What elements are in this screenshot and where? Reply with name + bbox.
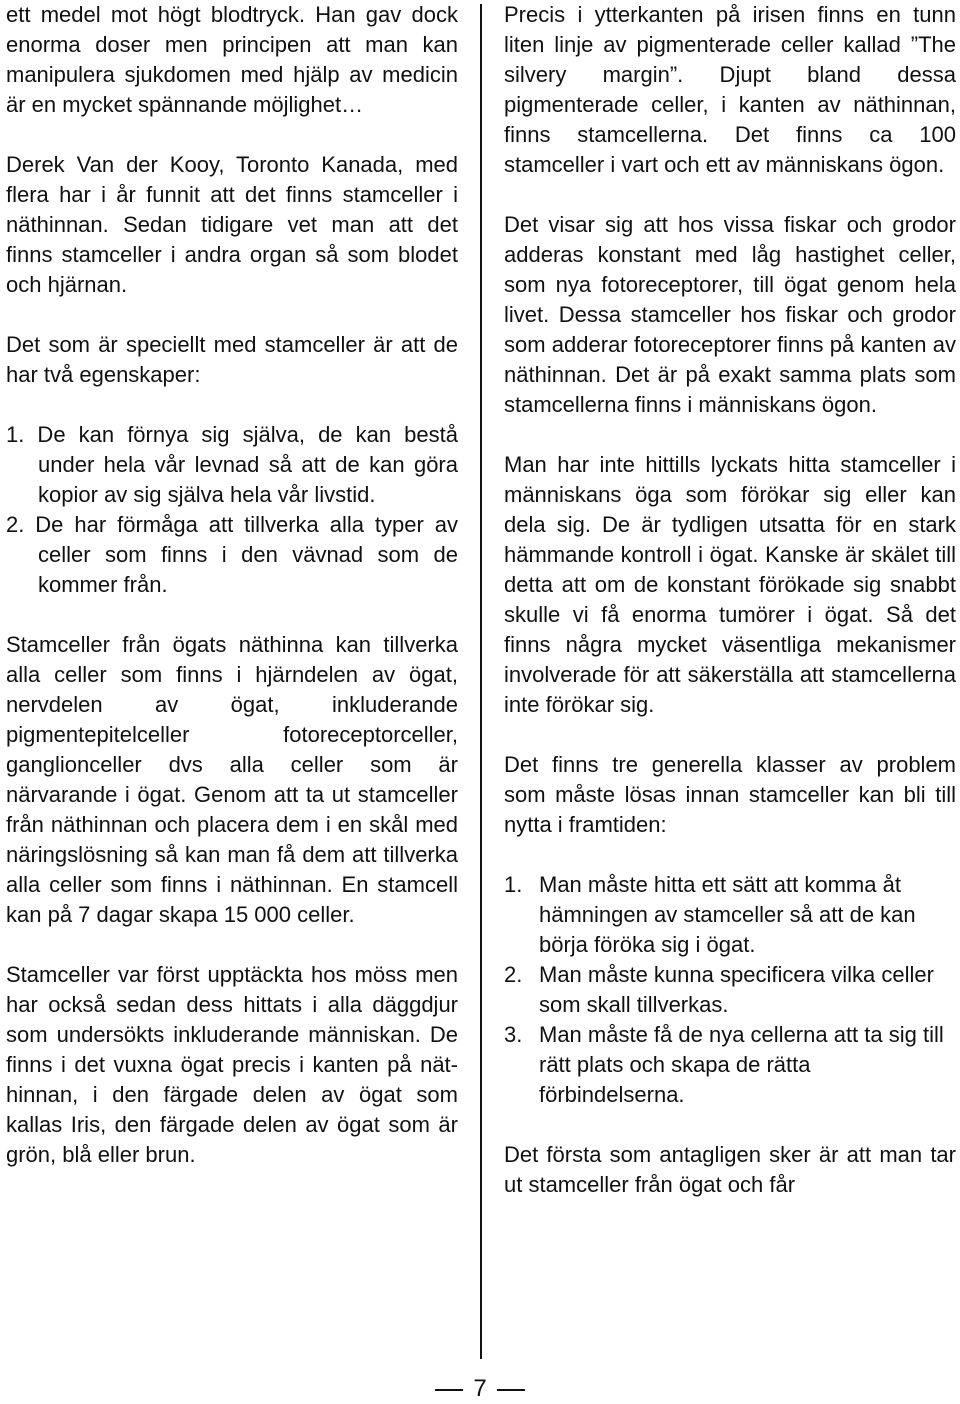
page-number: 7 <box>473 1375 487 1402</box>
list-number: 3. <box>504 1022 523 1047</box>
paragraph: ett medel mot högt blodtryck. Han gav dock enorma doser men principen att man kan manipulera sjukdomen med hjälp av medicin är en mycket spännande möjlighet… <box>6 2 458 117</box>
list-number: 1. <box>504 872 523 897</box>
paragraph: Det finns tre generella klasser av problem som måste lösas innan stamceller kan bli till nytta i framtiden: <box>504 752 956 837</box>
paragraph: Derek Van der Kooy, Toronto Kanada, med flera har i år funnit att det finns stamceller i näthinnan. Sedan tidigare vet man att det finns stamceller i andra organ så som blodet och hjärnan. <box>6 152 458 297</box>
column-divider <box>480 4 482 1359</box>
paragraph: Det första som antagligen sker är att man tar ut stamceller från ögat och får <box>504 1142 956 1197</box>
paragraph: Man har inte hittills lyckats hitta stamceller i människans öga som förökar sig eller kan dela sig. De är tydligen utsatta för en stark hämmande kontroll i ögat. Kanske är skälet till detta att om de konstant förökade sig snabbt skulle vi få enorma tumörer i ögat. Så det finns några mycket väsentliga mekanismer involverade för att säkerställa att stamcellerna inte förökar sig. <box>504 452 956 717</box>
footer-dash <box>497 1389 525 1391</box>
right-column <box>504 0 956 1200</box>
paragraph: Precis i ytterkanten på irisen finns en tunn liten linje av pigmenterade celler kallad ”The silvery margin”. Djupt bland dessa pigmenterade celler, i kanten av näthinnan, finns stamcellerna. Det finns ca 100 stamceller i vart och ett av människans ögon. <box>504 2 956 177</box>
left-column <box>6 0 458 1170</box>
paragraph: Stamceller var först upptäckta hos möss men har också sedan dess hittats i alla däggdjur som undersökts inkluderande människan. De finns i det vuxna ögat precis i kanten på näthinnan, i den färgade delen av ögat som kallas Iris, den färgade delen av ögat som är grön, blå eller brun. <box>6 962 458 1167</box>
list-item <box>504 870 956 960</box>
footer-dash <box>435 1389 463 1391</box>
paragraph: Det visar sig att hos vissa fiskar och grodor adderas konstant med låg hastighet celler, som nya fotoreceptorer, till ögat genom hela livet. Dessa stamceller hos fiskar och grodor som adderar fotoreceptorer finns på kanten av näthinnan. Det är på exakt samma plats som stamcellerna finns i människans ögon. <box>504 212 956 417</box>
list-item: 2. De har förmåga att tillverka alla typer av celler som finns i den vävnad som de kommer från. <box>6 512 458 597</box>
list-text: Man måste hitta ett sätt att komma åt hämningen av stamceller så att de kan börja föröka sig i ögat. <box>539 872 916 957</box>
list-text: Man måste få de nya cellerna att ta sig till rätt plats och skapa de rätta förbindelserna. <box>539 1022 944 1107</box>
list-item <box>504 1020 956 1110</box>
paragraph: Stamceller från ögats näthinna kan tillverka alla celler som finns i hjärndelen av ögat, nervdelen av ögat, inkluderande pigmentepitelceller fotoreceptorceller, ganglionceller dvs alla celler som är närvarande i ögat. Genom att ta ut stamceller från näthinnan och placera dem i en skål med näringslösning så kan man få dem att tillverka alla celler som finns i näthinnan. En stamcell kan på 7 dagar skapa 15 000 celler. <box>6 632 458 927</box>
numbered-list <box>6 420 458 600</box>
list-item <box>504 960 956 1020</box>
list-number: 2. <box>504 962 523 987</box>
list-text: Man måste kunna specificera vilka celler som skall tillverkas. <box>539 962 934 1017</box>
list-item: 1. De kan förnya sig själva, de kan bestå under hela vår levnad så att de kan göra kopior av sig själva hela vår livstid. <box>6 422 458 507</box>
numbered-list <box>504 870 956 1110</box>
paragraph: Det som är speciellt med stamceller är att de har två egenskaper: <box>6 332 458 387</box>
